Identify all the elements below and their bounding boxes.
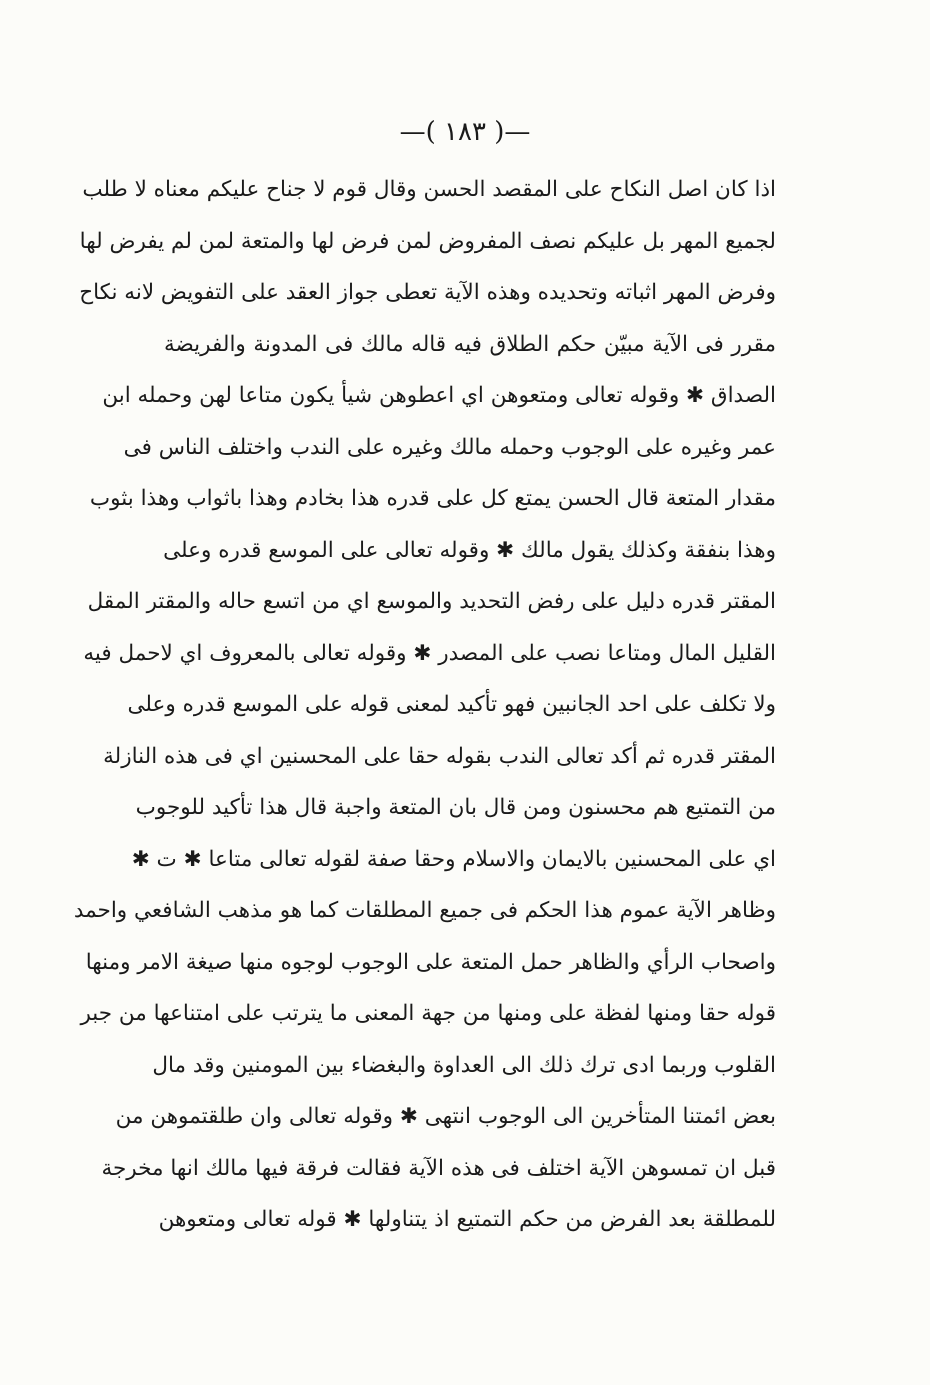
page-number: —( ١٨٣ )— [399, 117, 531, 147]
text-line: المقتر قدره ثم أكد تعالى الندب بقوله حقا على المحسنين اي فى هذه النازلة [103, 743, 776, 769]
text-line: اذا كان اصل النكاح على المقصد الحسن وقال قوم لا جناح عليكم معناه لا طلب [82, 177, 776, 202]
text-line: القلوب وربما ادى ترك ذلك الى العداوة والبغضاء بين المومنين وقد مال [152, 1052, 776, 1078]
text-line: بعض ائمتنا المتأخرين الى الوجوب انتهى ✱ وقوله تعالى وان طلقتموهن من [115, 1104, 776, 1129]
text-line: وفرض المهر اثباته وتحديده وهذه الآية تعطى جواز العقد على التفويض لانه نكاح [79, 280, 776, 305]
text-line: اي على المحسنين بالايمان والاسلام وحقا صفة لقوله تعالى متاعا ✱ ت ✱ [131, 846, 776, 872]
text-line: مقرر فى الآية مبيّن حكم الطلاق فيه قاله مالك فى المدونة والفريضة [164, 331, 776, 357]
text-line: القليل المال ومتاعا نصب على المصدر ✱ وقوله تعالى بالمعروف اي لاحمل فيه [83, 640, 776, 666]
text-line: للمطلقة بعد الفرض من حكم التمتيع اذ يتناولها ✱ قوله تعالى ومتعوهن [158, 1207, 776, 1232]
text-line: مقدار المتعة قال الحسن يمتع كل على قدره هذا بخادم وهذا باثواب وهذا بثوب [89, 486, 776, 511]
text-line: قبل ان تمسوهن الآية اختلف فى هذه الآية فقالت فرقة فيها مالك انها مخرجة [101, 1155, 776, 1181]
text-line: المقتر قدره دليل على رفض التحديد والموسع اي من اتسع حاله والمقتر المقل [87, 589, 776, 614]
text-line: لجميع المهر بل عليكم نصف المفروض لمن فرض لها والمتعة لمن لم يفرض لها [79, 228, 776, 254]
text-line: قوله حقا ومنها لفظة على ومنها من جهة المعنى ما يترتب على امتناعها من جبر [80, 1001, 776, 1026]
text-line: وظاهر الآية عموم هذا الحكم فى جميع المطلقات كما هو مذهب الشافعي واحمد [73, 898, 776, 923]
text-line: الصداق ✱ وقوله تعالى ومتعوهن اي اعطوهن شيأ يكون متاعا لهن وحمله ابن [102, 383, 776, 408]
text-line: وهذا بنفقة وكذلك يقول مالك ✱ وقوله تعالى على الموسع قدره وعلى [163, 537, 776, 563]
text-line: عمر وغيره على الوجوب وحمله مالك وغيره على الندب واختلف الناس فى [123, 434, 776, 460]
text-line: ولا تكلف على احد الجانبين فهو تأكيد لمعنى قوله على الموسع قدره وعلى [127, 692, 776, 717]
text-line: واصحاب الرأي والظاهر حمل المتعة على الوجوب لوجوه منها صيغة الامر ومنها [85, 949, 776, 975]
text-line: من التمتيع هم محسنون ومن قال بان المتعة واجبة قال هذا تأكيد للوجوب [135, 795, 776, 820]
body-text [73, 164, 776, 1246]
